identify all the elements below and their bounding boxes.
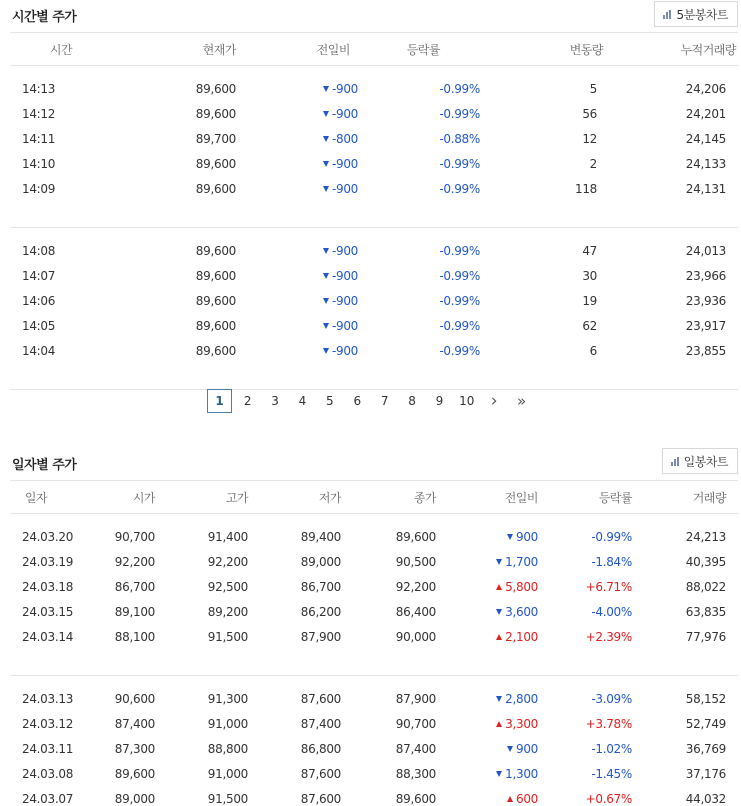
col-rate: 등락률 [358,33,480,66]
change-value: -900 [331,319,358,333]
volume-cell: 24,213 [685,530,726,544]
time-cell: 14:11 [22,132,56,146]
down-arrow-icon [323,248,329,254]
table-row [10,737,738,762]
table-row [10,550,738,575]
table-row [10,339,738,364]
col-high: 고가 [155,481,248,514]
price-cell: 89,600 [195,107,236,121]
down-arrow-icon [323,273,329,279]
open-cell: 87,400 [114,717,155,731]
price-cell: 89,700 [195,132,236,146]
volume-change-cell: 5 [589,82,597,96]
change-value: 1,700 [505,555,538,569]
high-cell: 89,200 [207,605,248,619]
low-cell: 87,600 [300,792,341,806]
open-cell: 87,300 [114,742,155,756]
change-value: 2,100 [505,630,538,644]
date-cell: 24.03.20 [22,530,74,544]
high-cell: 91,500 [207,630,248,644]
col-change: 전일비 [436,481,538,514]
page-link-10[interactable]: 10 [459,394,475,408]
col-volume-change: 변동량 [480,33,603,66]
down-arrow-icon [496,559,502,565]
down-arrow-icon [323,111,329,117]
date-cell: 24.03.19 [22,555,74,569]
table-row [10,687,738,712]
col-current-price: 현재가 [116,33,236,66]
down-arrow-icon [323,86,329,92]
down-arrow-icon [496,609,502,615]
volume-change-cell: 118 [574,182,597,196]
low-cell: 87,900 [300,630,341,644]
high-cell: 92,200 [207,555,248,569]
low-cell: 87,600 [300,692,341,706]
table-row [10,152,738,177]
hourly-price-title: 시간별 주가 [12,10,77,25]
price-cell: 89,600 [195,157,236,171]
spacer-cell [10,676,738,687]
time-cell: 14:13 [22,82,56,96]
close-cell: 90,500 [395,555,436,569]
cumulative-volume-cell: 24,201 [685,107,726,121]
hourly-header-row [10,33,738,66]
volume-change-cell: 19 [582,294,597,308]
volume-cell: 40,395 [685,555,726,569]
low-cell: 87,400 [300,717,341,731]
price-cell: 89,600 [195,269,236,283]
change-cell [436,762,538,787]
date-cell: 24.03.12 [22,717,74,731]
down-arrow-icon [507,534,513,540]
change-value: -900 [331,344,358,358]
low-cell: 87,600 [300,767,341,781]
rate-cell: -1.02% [591,742,632,756]
change-cell [236,177,358,202]
five-minute-chart-button[interactable] [654,1,738,27]
low-cell: 86,700 [300,580,341,594]
close-cell: 89,600 [395,530,436,544]
change-value: -900 [331,182,358,196]
change-cell [236,239,358,264]
time-cell: 14:12 [22,107,56,121]
rate-cell: +0.67% [585,792,632,806]
change-value: 900 [515,530,538,544]
table-row [10,77,738,102]
change-cell [436,550,538,575]
page-link-4[interactable]: 4 [298,394,307,408]
down-arrow-icon [323,348,329,354]
rate-cell: +6.71% [585,580,632,594]
page-link-2[interactable]: 2 [243,394,252,408]
low-cell: 86,800 [300,742,341,756]
price-cell: 89,600 [195,244,236,258]
col-close: 종가 [341,481,436,514]
change-value: -900 [331,82,358,96]
col-low: 저가 [248,481,341,514]
up-arrow-icon [496,584,502,590]
time-cell: 14:08 [22,244,56,258]
rate-cell: -0.99% [439,294,480,308]
rate-cell: -4.00% [591,605,632,619]
col-open: 시가 [70,481,155,514]
change-cell [236,152,358,177]
close-cell: 88,300 [395,767,436,781]
change-cell [436,712,538,737]
cumulative-volume-cell: 23,917 [685,319,726,333]
volume-change-cell: 6 [589,344,597,358]
time-cell: 14:07 [22,269,56,283]
col-time: 시간 [10,33,116,66]
change-cell [236,289,358,314]
change-value: -800 [331,132,358,146]
spacer-row [10,66,738,77]
close-cell: 86,400 [395,605,436,619]
open-cell: 88,100 [114,630,155,644]
close-cell: 90,000 [395,630,436,644]
col-rate: 등락률 [538,481,632,514]
time-cell: 14:10 [22,157,56,171]
open-cell: 90,600 [114,692,155,706]
volume-change-cell: 30 [582,269,597,283]
page-link-3[interactable]: 3 [271,394,279,408]
close-cell: 92,200 [395,580,436,594]
spacer-cell [10,650,738,676]
table-row [10,264,738,289]
spacer-cell [10,514,738,525]
price-cell: 89,600 [195,182,236,196]
spacer-cell [10,66,738,77]
daily-chart-label: 일봉차트 [683,454,728,469]
time-cell: 14:05 [22,319,56,333]
open-cell: 86,700 [114,580,155,594]
daily-chart-button[interactable] [662,448,738,474]
rate-cell: +3.78% [585,717,632,731]
chevron-right-icon[interactable]: › [490,391,498,411]
cumulative-volume-cell: 24,206 [685,82,726,96]
spacer-row [10,514,738,525]
high-cell: 91,000 [207,717,248,731]
spacer-row [10,202,738,228]
change-cell [236,314,358,339]
daily-header-row [10,481,738,514]
rate-cell: -0.99% [439,157,480,171]
rate-cell: -0.99% [439,344,480,358]
rate-cell: -3.09% [591,692,632,706]
open-cell: 90,700 [114,530,155,544]
change-cell [436,687,538,712]
table-row [10,127,738,152]
volume-change-cell: 47 [582,244,597,258]
volume-change-cell: 56 [582,107,597,121]
down-arrow-icon [323,161,329,167]
high-cell: 91,300 [207,692,248,706]
page-link-1[interactable]: 1 [207,389,232,413]
spacer-row [10,676,738,687]
volume-cell: 88,022 [685,580,726,594]
spacer-cell [10,228,738,239]
up-arrow-icon [496,634,502,640]
cumulative-volume-cell: 23,966 [685,269,726,283]
five-minute-chart-label: 5분봉차트 [676,7,728,22]
double-chevron-right-icon[interactable]: » [517,392,527,410]
spacer-row [10,364,738,390]
price-cell: 89,600 [195,82,236,96]
change-cell [236,77,358,102]
col-change: 전일비 [236,33,358,66]
close-cell: 87,400 [395,742,436,756]
price-cell: 89,600 [195,319,236,333]
rate-cell: -1.84% [591,555,632,569]
cumulative-volume-cell: 23,855 [685,344,726,358]
high-cell: 88,800 [207,742,248,756]
rate-cell: -0.99% [439,269,480,283]
high-cell: 92,500 [207,580,248,594]
page-link-8[interactable]: 8 [408,394,416,408]
cumulative-volume-cell: 24,131 [685,182,726,196]
change-cell [436,737,538,762]
change-value: 3,600 [505,605,538,619]
change-cell [436,575,538,600]
time-cell: 14:06 [22,294,56,308]
change-value: 900 [515,742,538,756]
table-row [10,102,738,127]
volume-cell: 58,152 [685,692,726,706]
open-cell: 92,200 [114,555,155,569]
change-value: 1,300 [505,767,538,781]
volume-cell: 37,176 [685,767,726,781]
date-cell: 24.03.07 [22,792,74,806]
high-cell: 91,400 [207,530,248,544]
table-row [10,289,738,314]
time-cell: 14:04 [22,344,56,358]
open-cell: 89,100 [114,605,155,619]
change-value: -900 [331,269,358,283]
open-cell: 89,000 [114,792,155,806]
pagination [207,389,535,413]
spacer-row [10,228,738,239]
page-link-9[interactable]: 9 [435,394,444,408]
table-row [10,625,738,650]
low-cell: 89,400 [300,530,341,544]
change-value: -900 [331,157,358,171]
hourly-price-table [10,32,738,390]
date-cell: 24.03.08 [22,767,74,781]
col-cumulative-volume: 누적거래량 [603,33,738,66]
down-arrow-icon [507,746,513,752]
change-cell [436,787,538,806]
volume-change-cell: 2 [589,157,597,171]
volume-cell: 44,032 [685,792,726,806]
table-row [10,787,738,806]
spacer-cell [10,364,738,390]
date-cell: 24.03.18 [22,580,74,594]
col-date: 일자 [10,481,70,514]
table-row [10,712,738,737]
up-arrow-icon [507,796,513,802]
spacer-row [10,650,738,676]
change-cell [236,127,358,152]
rate-cell: -0.99% [439,319,480,333]
change-value: 2,800 [505,692,538,706]
cumulative-volume-cell: 23,936 [685,294,726,308]
change-value: 600 [515,792,538,806]
time-cell: 14:09 [22,182,56,196]
close-cell: 90,700 [395,717,436,731]
down-arrow-icon [323,298,329,304]
cumulative-volume-cell: 24,145 [685,132,726,146]
rate-cell: +2.39% [585,630,632,644]
down-arrow-icon [496,696,502,702]
rate-cell: -0.99% [439,107,480,121]
change-value: -900 [331,294,358,308]
rate-cell: -0.99% [591,530,632,544]
table-row [10,239,738,264]
price-cell: 89,600 [195,294,236,308]
change-cell [236,102,358,127]
table-row [10,762,738,787]
close-cell: 87,900 [395,692,436,706]
high-cell: 91,000 [207,767,248,781]
spacer-cell [10,202,738,228]
change-value: -900 [331,244,358,258]
volume-cell: 63,835 [685,605,726,619]
close-cell: 89,600 [395,792,436,806]
volume-cell: 52,749 [685,717,726,731]
page-link-5[interactable]: 5 [326,394,334,408]
table-row [10,314,738,339]
price-cell: 89,600 [195,344,236,358]
volume-change-cell: 12 [582,132,597,146]
down-arrow-icon [323,323,329,329]
page-link-7[interactable]: 7 [380,394,389,408]
page-link-6[interactable]: 6 [353,394,362,408]
change-cell [436,525,538,550]
low-cell: 89,000 [300,555,341,569]
change-value: -900 [331,107,358,121]
table-row [10,525,738,550]
down-arrow-icon [496,771,502,777]
cumulative-volume-cell: 24,013 [685,244,726,258]
daily-price-title: 일자별 주가 [12,458,77,473]
daily-price-table [10,480,738,806]
open-cell: 89,600 [114,767,155,781]
up-arrow-icon [496,721,502,727]
change-value: 3,300 [505,717,538,731]
bar-chart-icon [663,10,671,19]
table-row [10,575,738,600]
volume-cell: 77,976 [685,630,726,644]
down-arrow-icon [323,136,329,142]
rate-cell: -0.99% [439,244,480,258]
down-arrow-icon [323,186,329,192]
table-row [10,177,738,202]
change-cell [436,600,538,625]
rate-cell: -1.45% [591,767,632,781]
date-cell: 24.03.11 [22,742,74,756]
change-cell [236,264,358,289]
high-cell: 91,500 [207,792,248,806]
change-cell [236,339,358,364]
rate-cell: -0.99% [439,182,480,196]
rate-cell: -0.88% [439,132,480,146]
bar-chart-icon [671,457,679,466]
rate-cell: -0.99% [439,82,480,96]
col-volume: 거래량 [632,481,738,514]
cumulative-volume-cell: 24,133 [685,157,726,171]
table-row [10,600,738,625]
date-cell: 24.03.15 [22,605,74,619]
change-cell [436,625,538,650]
volume-cell: 36,769 [685,742,726,756]
volume-change-cell: 62 [582,319,597,333]
date-cell: 24.03.14 [22,630,74,644]
low-cell: 86,200 [300,605,341,619]
date-cell: 24.03.13 [22,692,74,706]
change-value: 5,800 [505,580,538,594]
